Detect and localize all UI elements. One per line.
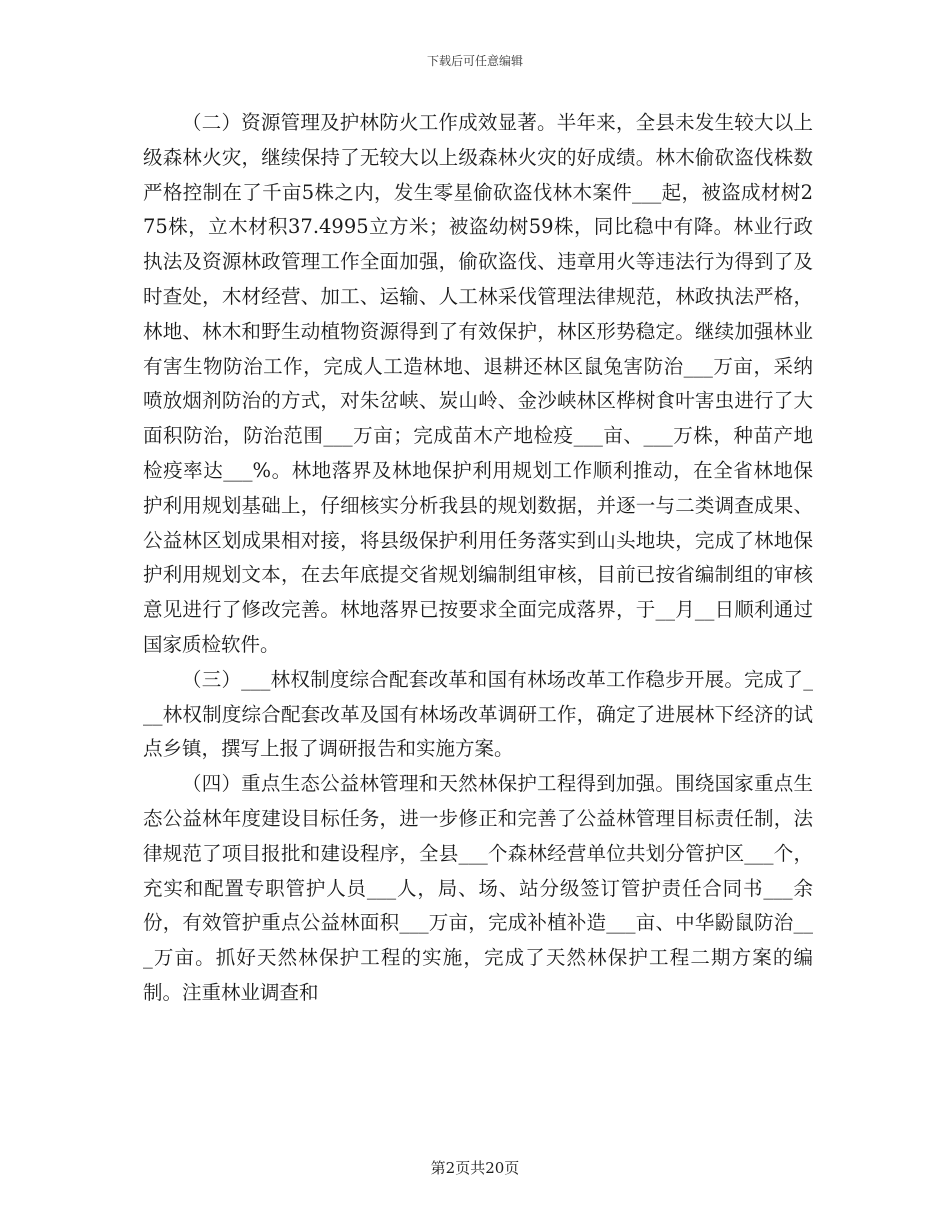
paragraph-forest-rights-reform: （三）___林权制度综合配套改革和国有林场改革工作稳步开展。完成了___林权制度综合配套改革及国有林场改革调研工作，确定了进展林下经济的试点乡镇，撰写上报了调研报告和实施方案。	[143, 667, 813, 761]
page-number-footer: 第2页共20页	[430, 1159, 520, 1177]
paragraph-resource-management: （二）资源管理及护林防火工作成效显著。半年来，全县未发生较大以上级森林火灾，继续保持了无较大以上级森林火灾的好成绩。林木偷砍盗伐株数严格控制在了千亩5株之内，发生零星偷砍盗伐林木案件___起，被盗成材树275株，立木材积37.4995立方米；被盗幼树59株，同比稳中有降。林业行政执法及资源林政管理工作全面加强，偷砍盗伐、违章用火等违法行为得到了及时查处，木材经营、加工、运输、人工林采伐管理法律规范，林政执法严格，林地、林木和野生动植物资源得到了有效保护，林区形势稳定。继续加强林业有害生物防治工作，完成人工造林地、退耕还林区鼠兔害防治___万亩，采纳喷放烟剂防治的方式，对朱岔峡、炭山岭、金沙峡林区桦树食叶害虫进行了大面积防治，防治范围___万亩；完成苗木产地检疫___亩、___万株，种苗产地检疫率达___%。林地落界及林地保护利用规划工作顺利推动，在全省林地保护利用规划基础上，仔细核实分析我县的规划数据，并逐一与二类调查成果、公益林区划成果相对接，将县级保护利用任务落实到山头地块，完成了林地保护利用规划文本，在去年底提交省规划编制组审核，目前已按省编制组的审核意见进行了修改完善。林地落界已按要求全面完成落界，于__月__日顺利通过国家质检软件。	[143, 111, 813, 656]
document-body	[143, 106, 813, 1011]
paragraph-public-welfare-forest: （四）重点生态公益林管理和天然林保护工程得到加强。围绕国家重点生态公益林年度建设目标任务，进一步修正和完善了公益林管理目标责任制，法律规范了项目报批和建设程序，全县___个森林经营单位共划分管护区___个，充实和配置专职管护人员___人，局、场、站分级签订管护责任合同书___余份，有效管护重点公益林面积___万亩，完成补植补造___亩、中华鼢鼠防治___万亩。抓好天然林保护工程的实施，完成了天然林保护工程二期方案的编制。注重林业调查和	[143, 772, 813, 1004]
page-header-note: 下载后可任意编辑	[426, 54, 523, 68]
